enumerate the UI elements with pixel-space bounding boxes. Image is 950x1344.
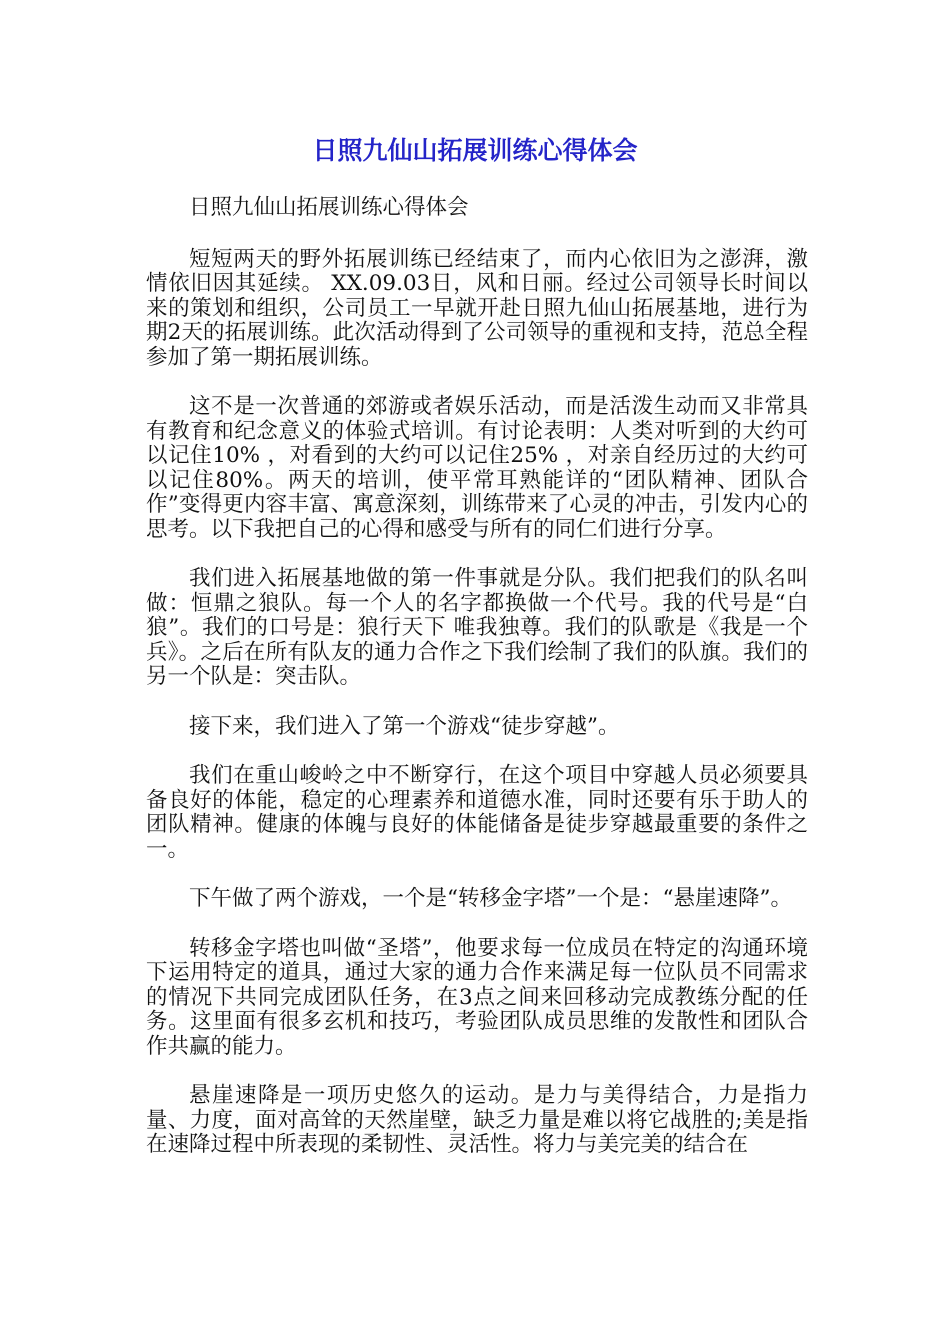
- document-title: 日照九仙山拓展训练心得体会: [312, 136, 638, 165]
- paragraph-training-meaning: 这不是一次普通的郊游或者娱乐活动，而是活泼生动而又非常具有教育和纪念意义的体验式培训。有讨论表明：人类对听到的大约可以记住10% ，对看到的大约可以记住25% ，对亲自经历过的大约可以记住80%。两天的培训，使平常耳熟能详的“团队精神、团队合作”变得更内容丰富、寓意深刻，训练带来了心灵的冲击，引发内心的思考。以下我把自己的心得和感受与所有的同仁们进行分享。: [146, 394, 808, 542]
- paragraph-pyramid: 转移金字塔也叫做“圣塔”，他要求每一位成员在特定的沟通环境下运用特定的道具，通过大家的通力合作来满足每一位队员不同需求的情况下共同完成团队任务，在3点之间来回移动完成教练分配的任务。这里面有很多玄机和技巧，考验团队成员思维的发散性和团队合作共赢的能力。: [146, 935, 808, 1059]
- paragraph-first-game: 接下来，我们进入了第一个游戏“徒步穿越”。: [189, 713, 620, 739]
- paragraph-hiking: 我们在重山峻岭之中不断穿行，在这个项目中穿越人员必须要具备良好的体能，稳定的心理素养和道德水准，同时还要有乐于助人的团队精神。健康的体魄与良好的体能储备是徒步穿越最重要的条件之一。: [146, 763, 808, 862]
- paragraph-team-division: 我们进入拓展基地做的第一件事就是分队。我们把我们的队名叫做：恒鼎之狼队。每一个人的名字都换做一个代号。我的代号是“白狼”。我们的口号是：狼行天下 唯我独尊。我们的队歌是《我是一个兵》。之后在所有队友的通力合作之下我们绘制了我们的队旗。我们的另一个队是：突击队。: [146, 566, 808, 689]
- paragraph-rappelling: 悬崖速降是一项历史悠久的运动。是力与美得结合，力是指力量、力度，面对高耸的天然崖壁，缺乏力量是难以将它战胜的;美是指在速降过程中所表现的柔韧性、灵活性。将力与美完美的结合在: [146, 1083, 808, 1157]
- subtitle-paragraph: 日照九仙山拓展训练心得体会: [189, 195, 469, 220]
- paragraph-intro: 短短两天的野外拓展训练已经结束了，而内心依旧为之澎湃，激情依旧因其延续。 XX.09.03日，风和日丽。经过公司领导长时间以来的策划和组织，公司员工一早就开赴日照九仙山拓展基地，进行为期2天的拓展训练。此次活动得到了公司领导的重视和支持，范总全程参加了第一期拓展训练。: [146, 246, 808, 370]
- document-body: [146, 196, 808, 1183]
- paragraph-afternoon-games: 下午做了两个游戏，一个是“转移金字塔”一个是：“悬崖速降”。: [189, 886, 792, 911]
